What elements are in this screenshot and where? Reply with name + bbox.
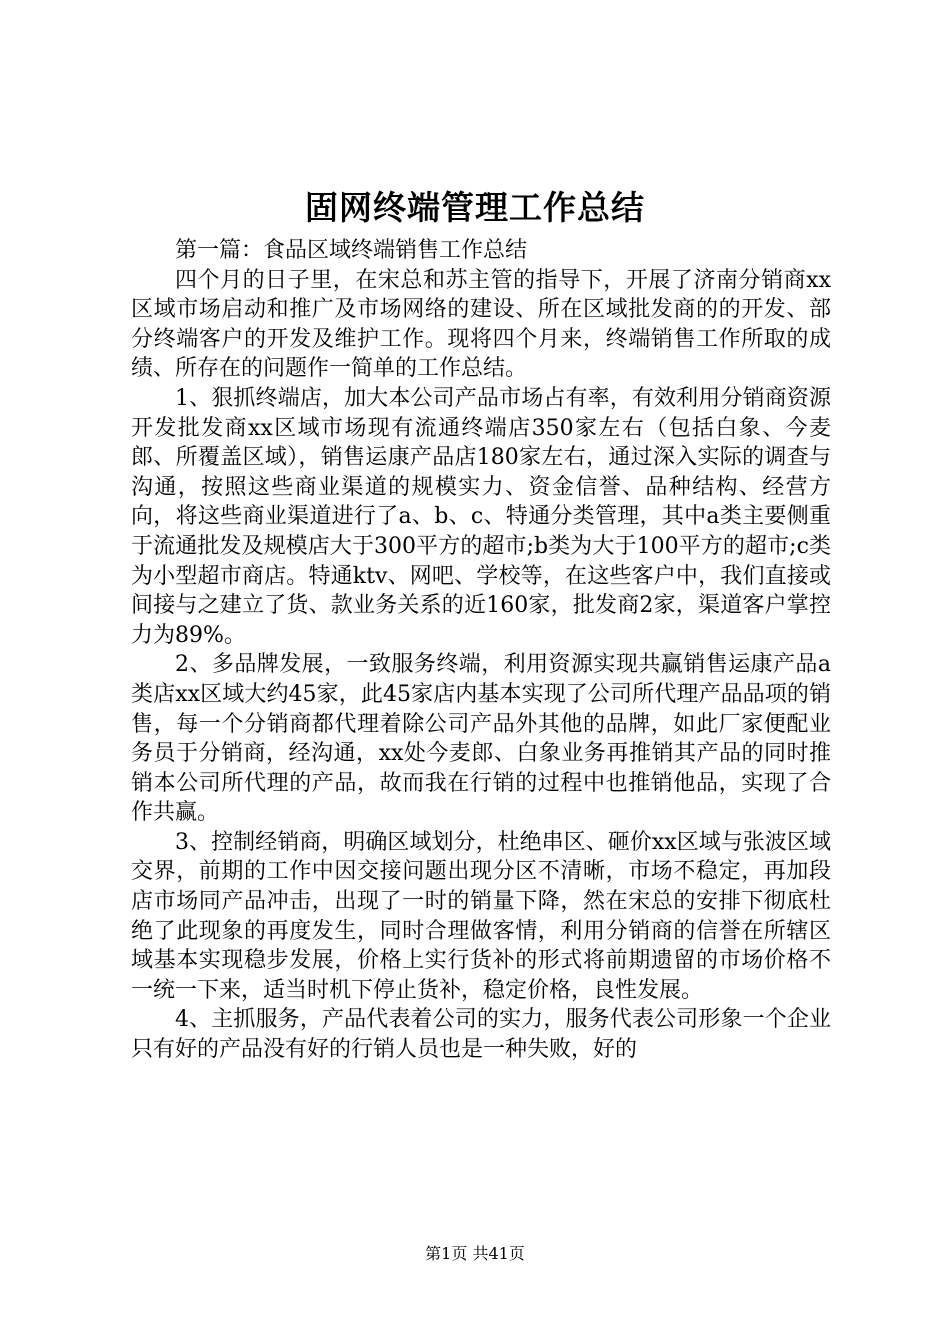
paragraph-point-4: 4、主抓服务，产品代表着公司的实力，服务代表公司形象一个企业只有好的产品没有好的行销人员也是一种失败，好的 bbox=[131, 1007, 831, 1063]
paragraph-point-1: 1、狠抓终端店，加大本公司产品市场占有率，有效利用分销商资源开发批发商xx区域市场现有流通终端店350家左右（包括白象、今麦郎、所覆盖区域），销售运康产品店180家左右，通过深入实际的调查与沟通，按照这些商业渠道的规模实力、资金信誉、品种结构、经营方向，将这些商业渠道进行了a、b、c、特通分类管理，其中a类主要侧重于流通批发及规模店大于300平方的超市;b类为大于100平方的超市;c类为小型超市商店。特通ktv、网吧、学校等，在这些客户中，我们直接或间接与之建立了货、款业务关系的近160家，批发商2家，渠道客户掌控力为89%。 bbox=[131, 385, 831, 648]
section-subheading: 第一篇：食品区域终端销售工作总结 bbox=[175, 238, 528, 263]
paragraph-point-3: 3、控制经销商，明确区域划分，杜绝串区、砸价xx区域与张波区域交界，前期的工作中因交接问题出现分区不清晰，市场不稳定，再加段店市场同产品冲击，出现了一时的销量下降，然在宋总的安排下彻底杜绝了此现象的再度发生，同时合理做客情，利用分销商的信誉在所辖区域基本实现稳步发展，价格上实行货补的形式将前期遗留的市场价格不一统一下来，适当时机下停止货补，稳定价格，良性发展。 bbox=[131, 829, 831, 1003]
document-title: 固网终端管理工作总结 bbox=[305, 188, 645, 227]
paragraph-point-2: 2、多品牌发展，一致服务终端，利用资源实现共赢销售运康产品a类店xx区域大约45家，此45家店内基本实现了公司所代理产品品项的销售，每一个分销商都代理着除公司产品外其他的品牌，如此厂家便配业务员于分销商，经沟通，xx处今麦郎、白象业务再推销其产品的同时推销本公司所代理的产品，故而我在行销的过程中也推销他品，实现了合作共赢。 bbox=[131, 652, 831, 826]
page-number-footer: 第1页 共41页 bbox=[425, 1244, 525, 1263]
paragraph-intro: 四个月的日子里，在宋总和苏主管的指导下，开展了济南分销商xx区域市场启动和推广及市场网络的建设、所在区域批发商的的开发、部分终端客户的开发及维护工作。现将四个月来，终端销售工作所取的成绩、所存在的问题作一简单的工作总结。 bbox=[131, 267, 831, 382]
document-body bbox=[131, 236, 831, 1065]
